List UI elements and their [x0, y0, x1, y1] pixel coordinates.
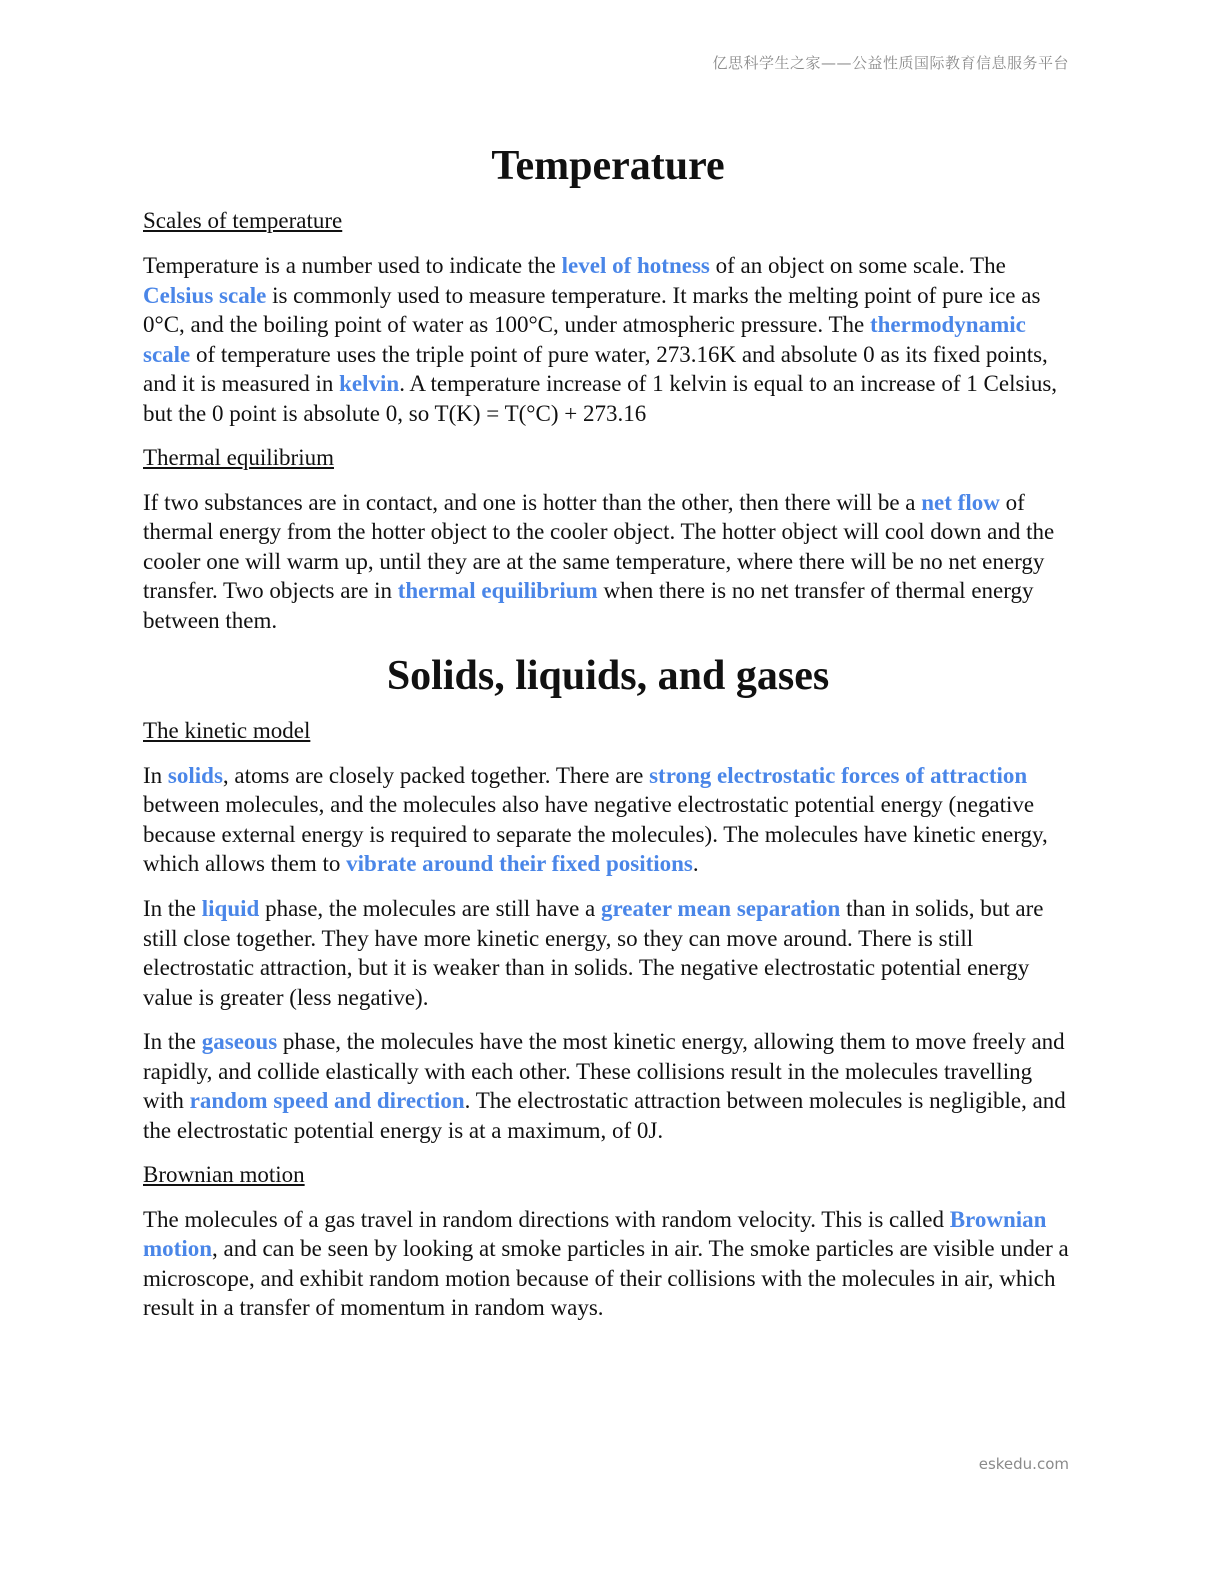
paragraph-gases: In the gaseous phase, the molecules have the most kinetic energy, allowing them to move freely and rapidly, and collide elastically with each other. These collisions result in the molecules travelling with random speed and direction. The electrostatic attraction between molecules is negligible, and the electrostatic potential energy is at a maximum, of 0J.: [143, 1029, 1066, 1144]
footer-site: eskedu.com: [978, 1455, 1069, 1473]
keyword-strong-electrostatic-forces: strong electrostatic forces of attraction: [649, 762, 1028, 788]
section-title-temperature: Temperature: [491, 143, 725, 189]
paragraph-solids: In solids, atoms are closely packed together. There are strong electrostatic forces of attraction between molecules, and the molecules also have negative electrostatic potential energy (negative because external energy is required to separate the molecules). The molecules have kinetic energy, which allows them to vibrate around their fixed positions.: [143, 762, 1048, 877]
keyword-liquid: liquid: [201, 895, 260, 921]
section-title-states-of-matter: Solids, liquids, and gases: [386, 652, 830, 699]
subheading-scales: Scales of temperature: [143, 208, 343, 233]
keyword-net-flow: net flow: [921, 489, 1000, 515]
keyword-gaseous: gaseous: [201, 1029, 278, 1055]
keyword-greater-mean-separation: greater mean separation: [601, 895, 841, 921]
keyword-random-speed-direction: random speed and direction: [189, 1088, 465, 1114]
keyword-thermodynamic-scale: thermodynamic scale: [143, 312, 1026, 367]
paragraph-liquids: In the liquid phase, the molecules are still have a greater mean separation than in solids, but are still close together. They have more kinetic energy, so they can move around. There is still electrostatic attraction, but it is weaker than in solids. The negative electrostatic potential energy value is greater (less negative).: [143, 895, 1044, 1010]
keyword-kelvin: kelvin: [339, 371, 400, 397]
keyword-vibrate-fixed-positions: vibrate around their fixed positions: [346, 851, 693, 877]
keyword-level-of-hotness: level of hotness: [561, 253, 710, 278]
subheading-thermal-equilibrium: Thermal equilibrium: [143, 444, 334, 470]
keyword-brownian-motion: Brownian motion: [143, 1206, 1047, 1262]
subheading-brownian-motion: Brownian motion: [143, 1161, 305, 1187]
header-note: 亿思科学生之家——公益性质国际教育信息服务平台: [712, 54, 1069, 72]
keyword-thermal-equilibrium: thermal equilibrium: [397, 578, 598, 604]
keyword-celsius-scale: Celsius scale: [143, 282, 267, 308]
paragraph-scales: Temperature is a number used to indicate the level of hotness of an object on some scale. The Celsius scale is commonly used to measure temperature. It marks the melting point of pure ice as 0°C, and the boiling point of water as 100°C, under atmospheric pressure. The thermodynamic scale of temperature uses the triple point of pure water, 273.16K and absolute 0 as its fixed points, and it is measured in kelvin. A temperature increase of 1 kelvin is equal to an increase of 1 Celsius, but the 0 point is absolute 0, so T(K) = T(°C) + 273.16: [143, 253, 1058, 426]
paragraph-brownian-motion: The molecules of a gas travel in random directions with random velocity. This is called Brownian motion, and can be seen by looking at smoke particles in air. The smoke particles are visible under a microscope, and exhibit random motion because of their collisions with the molecules in air, which result in a transfer of momentum in random ways.: [143, 1206, 1069, 1321]
document-body: [143, 140, 1073, 1323]
subheading-kinetic-model: The kinetic model: [143, 717, 311, 743]
paragraph-thermal-equilibrium: If two substances are in contact, and one is hotter than the other, then there will be a net flow of thermal energy from the hotter object to the cooler object. The hotter object will cool down and the cooler one will warm up, until they are at the same temperature, where there will be no net energy transfer. Two objects are in thermal equilibrium when there is no net transfer of thermal energy between them.: [143, 489, 1055, 633]
keyword-solids: solids: [167, 762, 223, 788]
